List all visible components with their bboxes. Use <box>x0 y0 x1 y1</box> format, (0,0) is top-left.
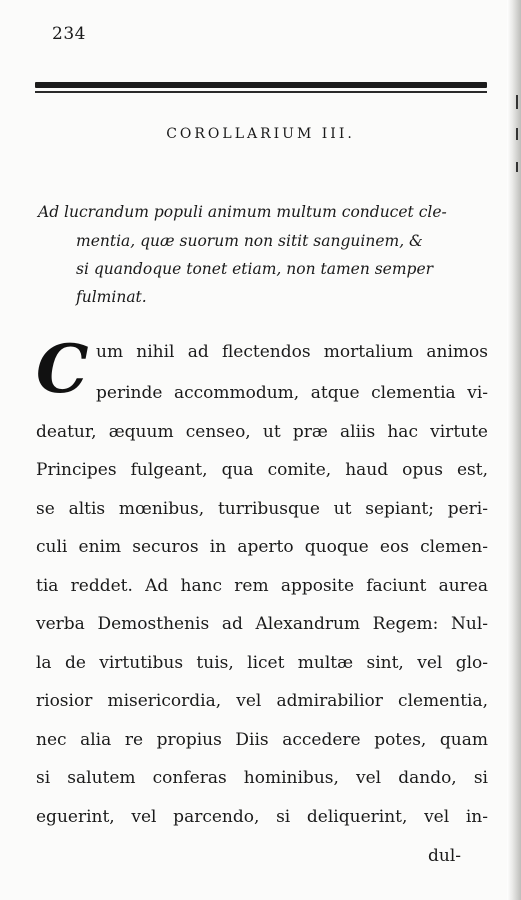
summary-line: fulminat. <box>76 288 147 306</box>
body-line: tia reddet. Ad hanc rem apposite faciunt aurea <box>36 576 488 596</box>
body-line: deatur, æquum censeo, ut præ aliis hac virtute <box>36 422 488 442</box>
body-line: se altis mœnibus, turribusque ut sepiant; peri- <box>36 499 488 519</box>
body-line: culi enim securos in aperto quoque eos clemen- <box>36 537 488 557</box>
body-line: nec alia re propius Diis accedere potes, quam <box>36 730 488 750</box>
body-line: Principes fulgeant, qua comite, haud opus est, <box>36 460 488 480</box>
header-rule-thin <box>35 91 487 93</box>
body-line: riosior misericordia, vel admirabilior clementia, <box>36 691 488 711</box>
body-line: la de virtutibus tuis, licet multæ sint, vel glo- <box>36 653 488 673</box>
header-rule-thick <box>35 82 487 88</box>
gutter-mark <box>516 162 518 172</box>
chapter-title: COROLLARIUM III. <box>166 126 355 142</box>
body-line: si salutem conferas hominibus, vel dando, si <box>36 768 488 788</box>
catchword: dul- <box>428 846 462 866</box>
page-number: 234 <box>52 24 86 44</box>
body-line: perinde accommodum, atque clementia vi- <box>96 383 488 403</box>
body-line: verba Demosthenis ad Alexandrum Regem: Nul- <box>36 614 488 634</box>
header-rule <box>35 82 487 96</box>
summary-line: Ad lucrandum populi animum multum conducet cle- <box>38 203 447 221</box>
body-line: eguerint, vel parcendo, si deliquerint, vel in- <box>36 807 488 827</box>
summary-line: si quandoque tonet etiam, non tamen semper <box>76 260 434 278</box>
summary-line: mentia, quæ suorum non sitit sanguinem, & <box>76 232 423 250</box>
drop-cap: C <box>36 330 89 408</box>
gutter-mark <box>516 95 518 109</box>
body-line: um nihil ad flectendos mortalium animos <box>96 342 488 362</box>
